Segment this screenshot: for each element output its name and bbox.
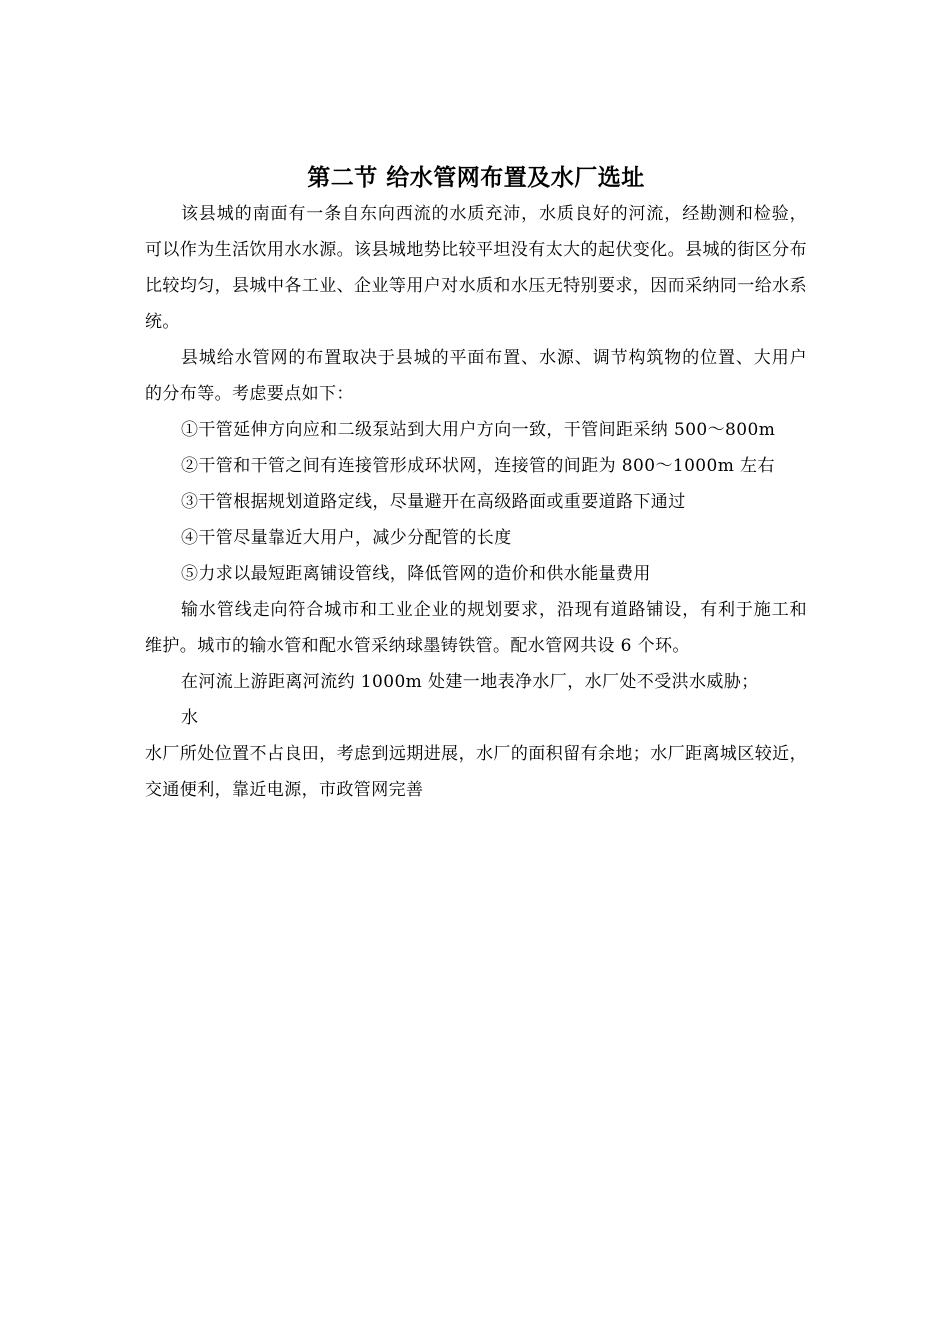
paragraph-network-layout: 县城给水管网的布置取决于县城的平面布置、水源、调节构筑物的位置、大用户的分布等。考虑要点如下：	[145, 348, 807, 404]
list-item: ⑤力求以最短距离铺设管线，降低管网的造价和供水能量费用	[181, 564, 651, 584]
paragraph-plant-site: 在河流上游距离河流约 1000m 处建一地表净水厂，水厂处不受洪水威胁；	[181, 672, 759, 692]
paragraph-plant-conditions: 水厂所处位置不占良田，考虑到远期进展，水厂的面积留有余地；水厂距离城区较近，交通便利，靠近电源，市政管网完善	[145, 744, 807, 800]
section-title: 第二节 给水管网布置及水厂选址	[307, 165, 645, 191]
document-body	[145, 160, 807, 808]
list-item: ③干管根据规划道路定线，尽量避开在高级路面或重要道路下通过	[181, 492, 686, 512]
list-item: ②干管和干管之间有连接管形成环状网，连接管的间距为 800～1000m 左右	[181, 456, 775, 476]
paragraph-water-source: 该县城的南面有一条自东向西流的水质充沛，水质良好的河流，经勘测和检验，可以作为生活饮用水水源。该县城地势比较平坦没有太大的起伏变化。县城的街区分布比较均匀，县城中各工业、企业等用户对水质和水压无特别要求，因而采纳同一给水系统。	[145, 204, 807, 332]
paragraph-transmission-pipe: 输水管线走向符合城市和工业企业的规划要求，沿现有道路铺设，有利于施工和维护。城市的输水管和配水管采纳球墨铸铁管。配水管网共设 6 个环。	[145, 600, 807, 656]
list-item: ④干管尽量靠近大用户，减少分配管的长度	[181, 528, 512, 548]
list-item: ①干管延伸方向应和二级泵站到大用户方向一致，干管间距采纳 500～800m	[181, 420, 776, 440]
paragraph-orphan-char: 水	[181, 708, 198, 728]
